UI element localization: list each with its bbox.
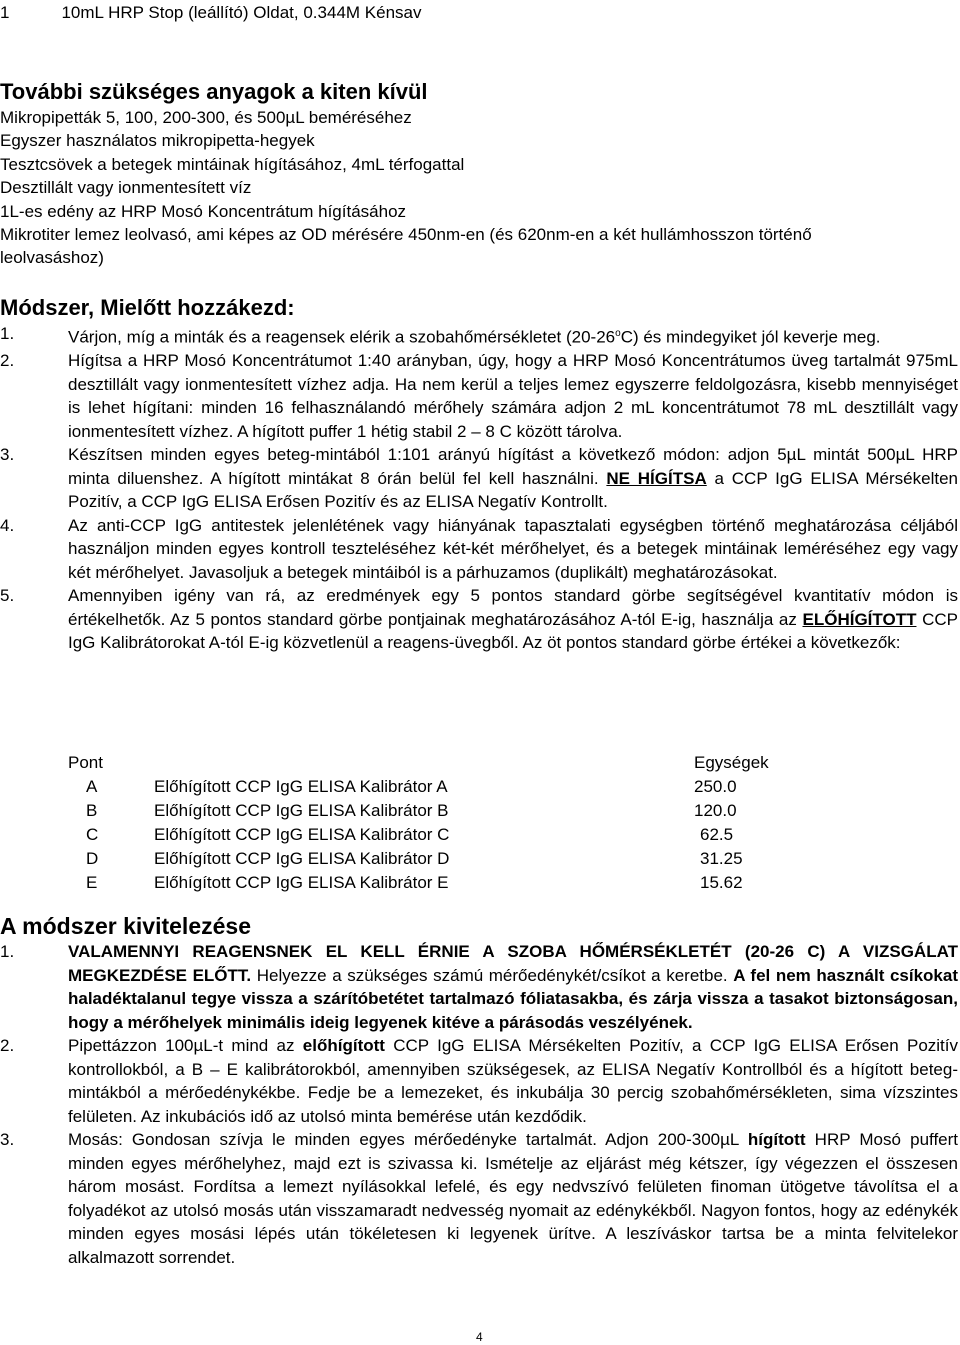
step-text: CCP IgG ELISA Mérsékelten Pozitív, a CCP IgG ELISA Erősen Pozitív kontrollokból, a B – E kalibrátorokból, amennyiben szükségesek, az ELISA Negatív Kontrollból és a hígított beteg-mintákból a mérőedénykékbe. Fedje be a lemezeket, és inkubálja 30 percig szobahőmérsékleten, sima vízszintes felületen. Az inkubációs idő az utolsó minta bemérése után kezdődik. <box>68 1036 958 1126</box>
method-step-2 <box>0 349 958 443</box>
step-emphasis: NE HÍGÍTSA <box>606 468 707 488</box>
header-point: Pont <box>68 753 103 772</box>
step-emphasis: ELŐHÍGÍTOTT <box>802 609 917 629</box>
materials-item: Egyszer használatos mikropipetta-hegyek <box>0 131 315 150</box>
table-header-row <box>68 751 820 775</box>
point-cell: D <box>86 849 99 868</box>
step-number: 1. <box>0 324 15 343</box>
method-heading: Módszer, Mielőtt hozzákezd: <box>0 295 295 320</box>
top-line-text: 10mL HRP Stop (leállító) Oldat, 0.344M Kénsav <box>61 3 422 22</box>
degree-sup: o <box>615 328 621 339</box>
procedure-step-1 <box>0 940 958 1034</box>
step-bold-text: A fel nem használt csíkokat haladéktalanul tegye vissza a szárítóbetétet tartalmazó fóliatasakba, és zárja vissza a tasakot biztonságosan, hogy a mérőhelyek minimális ideig legyenek kitéve a párásodás veszélyének. <box>68 965 958 1032</box>
table-row <box>68 823 820 847</box>
materials-item: Desztillált vagy ionmentesített víz <box>0 178 252 197</box>
name-cell: Előhígított CCP IgG ELISA Kalibrátor D <box>154 849 450 868</box>
step-text: Az anti-CCP IgG antitestek jelenlétének vagy hiányának tapasztalati egységben történő meghatározása céljából használjon minden egyes kontroll teszteléséhez két-két mérőhelyet, és a betegek mintáinak leméréséhez egy vagy két mérőhelyet. Javasoljuk a betegek mintáiból is a párhuzamos (duplikált) meghatározásokat. <box>68 515 958 582</box>
method-step-4 <box>0 514 958 585</box>
table-row <box>68 775 820 799</box>
method-step-5 <box>0 584 958 655</box>
step-number: 2. <box>0 1036 15 1055</box>
value-cell: 15.62 <box>700 873 743 892</box>
procedure-step-2 <box>0 1034 958 1128</box>
step-text: Készítsen minden egyes beteg-mintából 1:101 arányú hígítást a következő módon: adjon 5µL mintát 500µL HRP minta diluenshez. A hígított mintákat 8 órán belül fel kell használni. <box>68 445 958 488</box>
procedure-list <box>0 940 958 1269</box>
materials-item: Tesztcsövek a betegek mintáinak hígításához, 4mL térfogattal <box>0 155 465 174</box>
step-number: 5. <box>0 586 15 606</box>
table-row <box>68 847 820 871</box>
step-number: 4. <box>0 515 15 535</box>
method-step-1 <box>0 322 958 349</box>
name-cell: Előhígított CCP IgG ELISA Kalibrátor E <box>154 873 449 892</box>
step-text: Helyezze a szükséges számú mérőedénykét/csíkot a keretbe. <box>256 965 728 985</box>
step-text: HRP Mosó puffert minden egyes mérőhelyhez, majd ezt is szivassa ki. Ismételje az eljárást még kétszer, így végezzen el összesen három mosást. Fordítsa a lemezt nyílásokkal lefelé, és egy nedvszívó felületen finoman ütögetve távolítsa el a folyadékot az utolsó mosás után visszamaradt nedvesség nyomait az edénykékből. Nagyon fontos, hogy az edénykék minden egyes mosási lépés után tökéletesen ki legyenek ürítve. A leszíváskor tartsa be a minta felvitelekor alkalmazott sorrendet. <box>68 1130 959 1267</box>
method-list <box>0 322 958 655</box>
step-text: Hígítsa a HRP Mosó Koncentrátumot 1:40 arányban, úgy, hogy a HRP Mosó Koncentrátumos üveg tartalmát 975mL desztillált vagy ionmentesített vízhez adja. Ha nem kerül a teljes lemez egyszerre feldolgozásra, kisebb mennyiséget is lehet hígítani: minden 16 felhasználandó mérőhely számára adjon 2 mL koncentrátumot 78 mL desztillált vagy ionmentesített vízhez. A hígított puffer 1 hétig stabil 2 – 8 C között tárolva. <box>68 351 958 441</box>
page-number: 4 <box>476 1330 483 1344</box>
step-number: 3. <box>0 445 15 465</box>
name-cell: Előhígított CCP IgG ELISA Kalibrátor B <box>154 801 449 820</box>
value-cell: 31.25 <box>700 849 743 868</box>
materials-item: Mikrotiter lemez leolvasó, ami képes az OD mérésére 450nm-en (és 620nm-en a két hullámhosszon történő <box>0 225 812 244</box>
point-cell: C <box>86 825 99 844</box>
value-cell: 120.0 <box>694 801 737 820</box>
step-text: Amennyiben igény van rá, az eredmények egy 5 pontos standard görbe segítségével kvantitatív módon is értékelhetők. Az 5 pontos standard görbe pontjainak meghatározásához A-tól E-ig, használja az <box>68 586 958 629</box>
point-cell: E <box>86 873 98 892</box>
name-cell: Előhígított CCP IgG ELISA Kalibrátor A <box>154 777 448 796</box>
procedure-step-3 <box>0 1128 958 1269</box>
step-number: 3. <box>0 1130 15 1149</box>
top-line-number: 1 <box>0 3 10 22</box>
materials-heading: További szükséges anyagok a kiten kívül <box>0 79 428 104</box>
name-cell: Előhígított CCP IgG ELISA Kalibrátor C <box>154 825 450 844</box>
step-bold-text: hígított <box>747 1130 806 1149</box>
step-text: C) és mindegyiket jól keverje meg. <box>620 327 881 347</box>
point-cell: B <box>86 801 98 820</box>
step-number: 2. <box>0 351 15 371</box>
procedure-heading: A módszer kivitelezése <box>0 913 251 939</box>
step-text: Várjon, míg a minták és a reagensek elérik a szobahőmérsékletet (20-26 <box>68 327 616 347</box>
step-text: Mosás: Gondosan szívja le minden egyes mérőedényke tartalmát. Adjon 200-300µL <box>68 1130 739 1149</box>
materials-item: leolvasáshoz) <box>0 248 104 267</box>
table-row <box>68 799 820 823</box>
step-text: CCP IgG Kalibrátorokat A-tól E-ig közvetlenül a reagens-üvegből. Az öt pontos standard görbe értékei a következők: <box>68 609 958 653</box>
method-step-3 <box>0 443 958 514</box>
materials-item: 1L-es edény az HRP Mosó Koncentrátum hígításához <box>0 202 407 221</box>
step-bold-text: VALAMENNYI REAGENSNEK EL KELL ÉRNIE A SZOBA HŐMÉRSÉKLETÉT (20-26 C) A VIZSGÁLAT MEGKEZDÉSE ELŐTT. <box>68 942 958 985</box>
materials-item: Mikropipetták 5, 100, 200-300, és 500µL beméréséhez <box>0 108 412 127</box>
header-unit: Egységek <box>694 753 769 772</box>
top-line <box>0 1 421 24</box>
step-text: a CCP IgG ELISA Mérsékelten Pozitív, a CCP IgG ELISA Erősen Pozitív és az ELISA Negatív Kontrollt. <box>68 468 958 512</box>
step-bold-text: előhígított <box>302 1036 385 1055</box>
step-number: 1. <box>0 942 15 961</box>
value-cell: 250.0 <box>694 777 737 796</box>
point-cell: A <box>86 777 98 796</box>
table-row <box>68 871 820 895</box>
calibrator-table <box>68 751 820 895</box>
value-cell: 62.5 <box>700 825 734 844</box>
step-text: Pipettázzon 100µL-t mind az <box>68 1036 295 1055</box>
